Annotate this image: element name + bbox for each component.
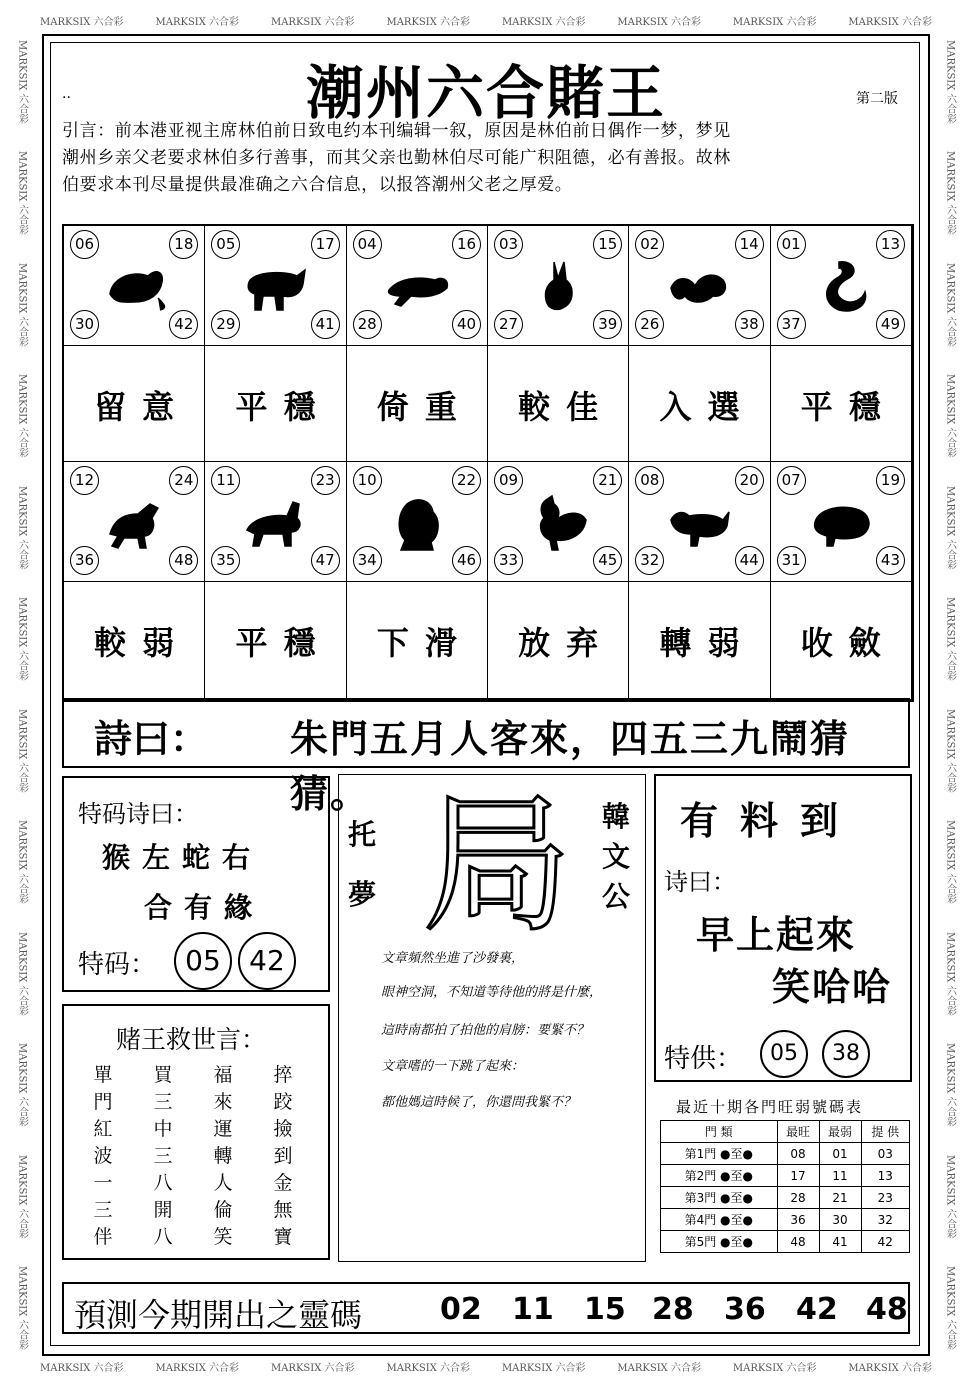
watermark-text: MARKSIX 六合彩 bbox=[944, 151, 956, 236]
column-header: 門 類 bbox=[661, 1121, 778, 1143]
zodiac-number-ball: 26 bbox=[635, 310, 664, 339]
zodiac-number-ball: 14 bbox=[735, 230, 764, 259]
edition-label: 第二版 bbox=[856, 91, 898, 107]
watermark-text: MARKSIX 六合彩 bbox=[16, 374, 28, 459]
saviour-box bbox=[62, 1004, 330, 1260]
watermark-text: MARKSIX 六合彩 bbox=[16, 597, 28, 681]
zodiac-status-cell bbox=[347, 346, 488, 462]
records-row bbox=[661, 1231, 910, 1253]
zodiac-status-text: 轉弱 bbox=[659, 624, 756, 662]
watermark-text: MARKSIX 六合彩 bbox=[155, 1362, 240, 1374]
zodiac-number-ball: 41 bbox=[311, 310, 340, 339]
watermark-text: MARKSIX 六合彩 bbox=[944, 1266, 956, 1350]
rooster-icon bbox=[526, 490, 592, 552]
zodiac-status-text: 入選 bbox=[659, 388, 756, 426]
records-table bbox=[660, 1120, 910, 1253]
saviour-column: 買三中三八開八 bbox=[153, 1064, 173, 1248]
forecast-number: 42 bbox=[796, 1292, 838, 1327]
zodiac-status-cell bbox=[347, 582, 488, 700]
watermark-text: MARKSIX 六合彩 bbox=[944, 374, 956, 459]
zodiac-number-ball: 20 bbox=[735, 466, 764, 495]
news-code-ball: 05 bbox=[760, 1030, 808, 1078]
zodiac-number-ball: 21 bbox=[593, 466, 622, 495]
intro-text bbox=[62, 118, 912, 199]
records-cell: 41 bbox=[819, 1231, 861, 1253]
zodiac-number-ball: 07 bbox=[777, 466, 806, 495]
zodiac-number-ball: 10 bbox=[353, 466, 382, 495]
records-cell: 30 bbox=[819, 1209, 861, 1231]
records-cell: 21 bbox=[819, 1187, 861, 1209]
watermark-text: MARKSIX 六合彩 bbox=[40, 1362, 124, 1374]
zodiac-number-ball: 06 bbox=[70, 230, 99, 259]
zodiac-number-ball: 31 bbox=[777, 546, 806, 575]
watermark-text: MARKSIX 六合彩 bbox=[617, 1362, 701, 1374]
story-left-vertical: 托夢 bbox=[347, 818, 376, 911]
news-line-1: 早上起來 bbox=[696, 913, 857, 957]
records-cell: 第5門 ●至● bbox=[661, 1231, 778, 1253]
intro-line: 伯要求本刊尽量提供最准确之六合信息，以报答潮州父老之厚爱。 bbox=[62, 175, 573, 195]
special-code-box bbox=[62, 776, 330, 992]
records-cell: 01 bbox=[819, 1143, 861, 1165]
tiger-icon bbox=[385, 254, 451, 316]
zodiac-status-cell bbox=[64, 582, 205, 700]
zodiac-animal-cell bbox=[205, 462, 346, 582]
zodiac-status-text: 平穩 bbox=[235, 624, 332, 662]
zodiac-number-ball: 45 bbox=[593, 546, 622, 575]
watermark-text: MARKSIX 六合彩 bbox=[501, 1362, 586, 1374]
watermark-text: MARKSIX 六合彩 bbox=[16, 262, 28, 347]
zodiac-number-ball: 16 bbox=[452, 230, 481, 259]
zodiac-number-ball: 34 bbox=[353, 546, 382, 575]
story-box bbox=[338, 774, 646, 1262]
watermark-text: MARKSIX 六合彩 bbox=[16, 40, 28, 124]
zodiac-number-ball: 08 bbox=[635, 466, 664, 495]
rat-icon bbox=[102, 254, 168, 316]
news-code-label: 特供： bbox=[664, 1044, 743, 1074]
records-cell: 第1門 ●至● bbox=[661, 1143, 778, 1165]
zodiac-number-ball: 09 bbox=[494, 466, 523, 495]
top-watermark-strip bbox=[40, 8, 932, 32]
zodiac-number-ball: 32 bbox=[635, 546, 664, 575]
zodiac-number-ball: 29 bbox=[211, 310, 240, 339]
horse-icon bbox=[102, 490, 168, 552]
zodiac-number-ball: 33 bbox=[494, 546, 523, 575]
zodiac-number-ball: 43 bbox=[876, 546, 905, 575]
ox-icon bbox=[243, 254, 309, 316]
zodiac-status-cell bbox=[488, 582, 629, 700]
zodiac-number-ball: 22 bbox=[452, 466, 481, 495]
special-code-ball: 42 bbox=[238, 932, 296, 990]
forecast-label: 預測今期開出之靈碼 bbox=[74, 1296, 363, 1334]
poem-label: 詩曰： bbox=[94, 717, 209, 761]
intro-line: 潮州乡亲父老要求林伯多行善事，而其父亲也勤林伯尽可能广积阻德，必有善报。故林 bbox=[62, 148, 731, 168]
zodiac-number-ball: 39 bbox=[593, 310, 622, 339]
records-caption: 最近十期各門旺弱號碼表 bbox=[676, 1098, 864, 1116]
records-cell: 第3門 ●至● bbox=[661, 1187, 778, 1209]
records-cell: 第4門 ●至● bbox=[661, 1209, 778, 1231]
column-header: 提 供 bbox=[861, 1121, 909, 1143]
zodiac-status-text: 平穩 bbox=[235, 388, 332, 426]
watermark-text: MARKSIX 六合彩 bbox=[16, 1266, 28, 1350]
watermark-text: MARKSIX 六合彩 bbox=[16, 485, 28, 570]
zodiac-number-ball: 12 bbox=[70, 466, 99, 495]
watermark-text: MARKSIX 六合彩 bbox=[944, 1043, 956, 1127]
records-cell: 第2門 ●至● bbox=[661, 1165, 778, 1187]
watermark-text: MARKSIX 六合彩 bbox=[732, 16, 817, 28]
zodiac-number-ball: 37 bbox=[777, 310, 806, 339]
records-cell: 11 bbox=[819, 1165, 861, 1187]
pig-icon bbox=[809, 490, 875, 552]
records-cell: 13 bbox=[861, 1165, 909, 1187]
rabbit-icon bbox=[526, 254, 592, 316]
watermark-text: MARKSIX 六合彩 bbox=[944, 597, 956, 681]
zodiac-number-ball: 48 bbox=[169, 546, 198, 575]
zodiac-animal-cell bbox=[771, 226, 912, 346]
zodiac-number-ball: 35 bbox=[211, 546, 240, 575]
story-line: 都他媽這時候了，你還問我緊不？ bbox=[381, 1095, 577, 1110]
records-header-row bbox=[661, 1121, 910, 1143]
zodiac-status-cell bbox=[629, 582, 770, 700]
zodiac-animal-cell bbox=[629, 226, 770, 346]
watermark-text: MARKSIX 六合彩 bbox=[944, 820, 956, 904]
special-line-2: 合有緣 bbox=[144, 891, 265, 924]
forecast-number: 02 bbox=[440, 1292, 482, 1327]
zodiac-number-ball: 40 bbox=[452, 310, 481, 339]
watermark-text: MARKSIX 六合彩 bbox=[16, 151, 28, 236]
story-line: 文章嗜的一下跳了起來： bbox=[381, 1059, 525, 1074]
forecast-number: 36 bbox=[724, 1292, 766, 1327]
zodiac-status-text: 較佳 bbox=[518, 388, 615, 426]
watermark-text: MARKSIX 六合彩 bbox=[848, 1362, 932, 1374]
watermark-text: MARKSIX 六合彩 bbox=[16, 820, 28, 904]
records-cell: 42 bbox=[861, 1231, 909, 1253]
watermark-text: MARKSIX 六合彩 bbox=[617, 16, 701, 28]
zodiac-status-text: 下滑 bbox=[376, 624, 473, 662]
zodiac-number-ball: 05 bbox=[211, 230, 240, 259]
snake-icon bbox=[809, 254, 875, 316]
zodiac-status-cell bbox=[771, 582, 912, 700]
poem-text: 朱門五月人客來，四五三九鬧猜猜。 bbox=[290, 717, 851, 816]
zodiac-number-ball: 44 bbox=[735, 546, 764, 575]
records-cell: 08 bbox=[777, 1143, 819, 1165]
zodiac-grid bbox=[62, 224, 914, 702]
corner-dots: .. bbox=[62, 86, 71, 102]
records-cell: 48 bbox=[777, 1231, 819, 1253]
zodiac-animal-cell bbox=[64, 226, 205, 346]
records-row bbox=[661, 1143, 910, 1165]
zodiac-number-ball: 36 bbox=[70, 546, 99, 575]
watermark-text: MARKSIX 六合彩 bbox=[848, 16, 932, 28]
zodiac-number-ball: 11 bbox=[211, 466, 240, 495]
watermark-text: MARKSIX 六合彩 bbox=[16, 708, 28, 793]
saviour-column: 福來運轉人倫笑 bbox=[213, 1064, 233, 1248]
special-line-1: 猴左蛇右 bbox=[102, 841, 263, 874]
zodiac-status-text: 收斂 bbox=[800, 624, 897, 662]
story-right-vertical: 韓文公 bbox=[601, 800, 630, 913]
column-header: 最旺 bbox=[777, 1121, 819, 1143]
zodiac-status-text: 較弱 bbox=[94, 624, 191, 662]
records-cell: 17 bbox=[777, 1165, 819, 1187]
watermark-text: MARKSIX 六合彩 bbox=[155, 16, 240, 28]
records-cell: 32 bbox=[861, 1209, 909, 1231]
big-character-art bbox=[417, 789, 577, 939]
story-line: 文章頻然坐進了沙發裏， bbox=[381, 951, 525, 966]
zodiac-number-ball: 18 bbox=[169, 230, 198, 259]
news-box bbox=[654, 774, 912, 1082]
zodiac-animal-cell bbox=[347, 462, 488, 582]
saviour-column: 單門紅波一三伴 bbox=[93, 1064, 113, 1248]
zodiac-animal-cell bbox=[771, 462, 912, 582]
zodiac-number-ball: 30 bbox=[70, 310, 99, 339]
goat-icon bbox=[243, 490, 309, 552]
records-row bbox=[661, 1209, 910, 1231]
special-code-label: 特码： bbox=[78, 950, 157, 980]
zodiac-number-ball: 04 bbox=[353, 230, 382, 259]
zodiac-number-ball: 28 bbox=[353, 310, 382, 339]
zodiac-status-cell bbox=[488, 346, 629, 462]
records-cell: 03 bbox=[861, 1143, 909, 1165]
saviour-heading: 赌王救世言： bbox=[116, 1025, 267, 1054]
watermark-text: MARKSIX 六合彩 bbox=[270, 1362, 355, 1374]
zodiac-animal-cell bbox=[488, 462, 629, 582]
watermark-text: MARKSIX 六合彩 bbox=[944, 931, 956, 1016]
zodiac-animal-cell bbox=[64, 462, 205, 582]
special-heading: 特码诗曰： bbox=[78, 800, 198, 828]
zodiac-animal-cell bbox=[205, 226, 346, 346]
watermark-text: MARKSIX 六合彩 bbox=[944, 40, 956, 124]
zodiac-status-text: 放弃 bbox=[518, 624, 615, 662]
watermark-text: MARKSIX 六合彩 bbox=[16, 1154, 28, 1239]
watermark-text: MARKSIX 六合彩 bbox=[944, 708, 956, 793]
zodiac-number-ball: 19 bbox=[876, 466, 905, 495]
intro-line: 引言：前本港亚视主席林伯前日致电约本刊编辑一叙，原因是林伯前日偶作一梦，梦见 bbox=[62, 121, 731, 141]
zodiac-status-text: 倚重 bbox=[376, 388, 473, 426]
zodiac-number-ball: 01 bbox=[777, 230, 806, 259]
records-row bbox=[661, 1187, 910, 1209]
zodiac-animal-cell bbox=[347, 226, 488, 346]
zodiac-number-ball: 02 bbox=[635, 230, 664, 259]
forecast-number: 48 bbox=[866, 1292, 908, 1327]
watermark-text: MARKSIX 六合彩 bbox=[386, 16, 471, 28]
forecast-bar bbox=[62, 1282, 910, 1334]
special-code-ball: 05 bbox=[174, 932, 232, 990]
watermark-text: MARKSIX 六合彩 bbox=[944, 262, 956, 347]
watermark-text: MARKSIX 六合彩 bbox=[16, 931, 28, 1016]
zodiac-number-ball: 03 bbox=[494, 230, 523, 259]
records-cell: 28 bbox=[777, 1187, 819, 1209]
zodiac-status-text: 平穩 bbox=[800, 388, 897, 426]
zodiac-number-ball: 47 bbox=[311, 546, 340, 575]
monkey-icon bbox=[385, 490, 451, 552]
news-code-ball: 38 bbox=[822, 1030, 870, 1078]
zodiac-number-ball: 24 bbox=[169, 466, 198, 495]
zodiac-number-ball: 15 bbox=[593, 230, 622, 259]
left-watermark-strip bbox=[10, 40, 34, 1350]
watermark-text: MARKSIX 六合彩 bbox=[732, 1362, 817, 1374]
zodiac-animal-cell bbox=[488, 226, 629, 346]
zodiac-animal-cell bbox=[629, 462, 770, 582]
zodiac-number-ball: 23 bbox=[311, 466, 340, 495]
right-watermark-strip bbox=[938, 40, 962, 1350]
zodiac-number-ball: 49 bbox=[876, 310, 905, 339]
zodiac-number-ball: 42 bbox=[169, 310, 198, 339]
zodiac-number-ball: 27 bbox=[494, 310, 523, 339]
records-cell: 36 bbox=[777, 1209, 819, 1231]
story-line: 眼神空洞，不知道等待他的將是什麼， bbox=[381, 985, 603, 1000]
column-header: 最弱 bbox=[819, 1121, 861, 1143]
story-line: 這時南都拍了拍他的肩膀：要緊不？ bbox=[381, 1023, 590, 1038]
watermark-text: MARKSIX 六合彩 bbox=[944, 1154, 956, 1239]
page-title: 潮州六合賭王 bbox=[305, 59, 666, 127]
news-heading: 有料到 bbox=[680, 799, 861, 843]
zodiac-status-cell bbox=[205, 346, 346, 462]
dog-icon bbox=[667, 490, 733, 552]
zodiac-status-cell bbox=[205, 582, 346, 700]
watermark-text: MARKSIX 六合彩 bbox=[944, 485, 956, 570]
forecast-number: 11 bbox=[512, 1292, 554, 1327]
records-cell: 23 bbox=[861, 1187, 909, 1209]
watermark-text: MARKSIX 六合彩 bbox=[40, 16, 124, 28]
watermark-text: MARKSIX 六合彩 bbox=[501, 16, 586, 28]
news-line-2: 笑哈哈 bbox=[772, 965, 893, 1009]
zodiac-status-cell bbox=[771, 346, 912, 462]
zodiac-status-cell bbox=[629, 346, 770, 462]
forecast-number: 15 bbox=[584, 1292, 626, 1327]
zodiac-number-ball: 46 bbox=[452, 546, 481, 575]
watermark-text: MARKSIX 六合彩 bbox=[16, 1043, 28, 1127]
forecast-number: 28 bbox=[652, 1292, 694, 1327]
big-character: 局 bbox=[421, 789, 573, 939]
zodiac-number-ball: 17 bbox=[311, 230, 340, 259]
zodiac-number-ball: 38 bbox=[735, 310, 764, 339]
saviour-column: 捽跤撿到金無寶 bbox=[273, 1064, 293, 1248]
records-row bbox=[661, 1165, 910, 1187]
watermark-text: MARKSIX 六合彩 bbox=[270, 16, 355, 28]
zodiac-status-text: 留意 bbox=[94, 388, 191, 426]
zodiac-status-cell bbox=[64, 346, 205, 462]
news-poem-label: 诗曰： bbox=[664, 868, 736, 896]
dragon-icon bbox=[667, 254, 733, 316]
zodiac-number-ball: 13 bbox=[876, 230, 905, 259]
watermark-text: MARKSIX 六合彩 bbox=[386, 1362, 471, 1374]
bottom-watermark-strip bbox=[40, 1354, 932, 1378]
